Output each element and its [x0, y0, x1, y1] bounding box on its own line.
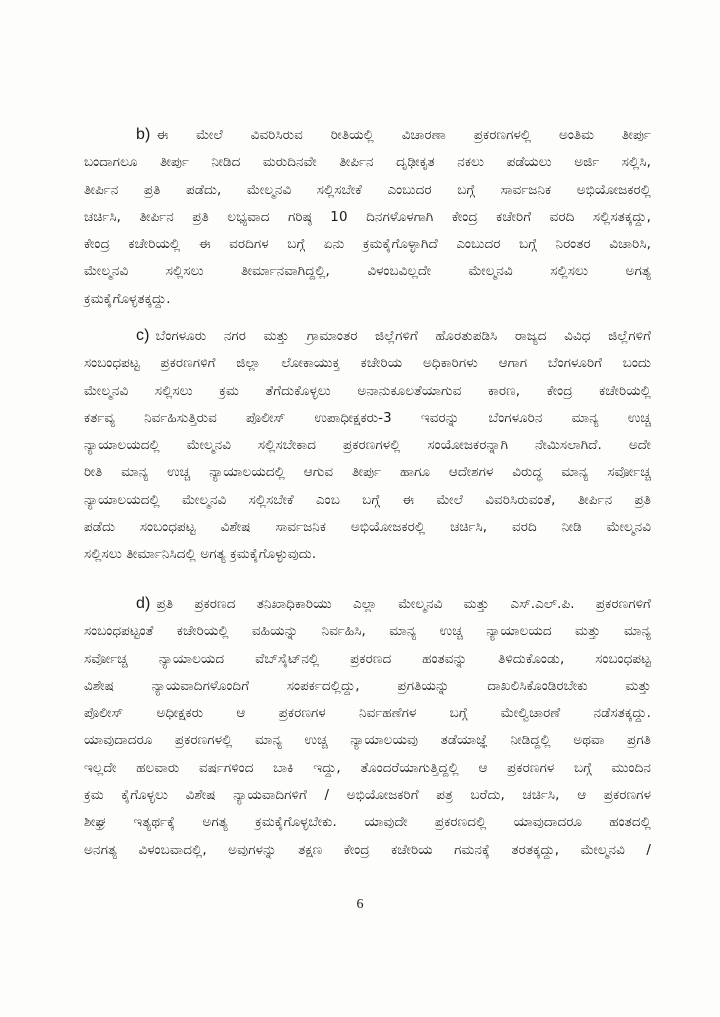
paragraph-marker: c) [136, 327, 150, 344]
page-number: 6 [356, 897, 364, 912]
paragraph-line: ಕ್ರಮಕೈಗೊಳ್ಳತಕ್ಕದ್ದು. [84, 291, 171, 307]
paragraph-line: ಬಂದಾಗಲೂ ತೀರ್ಪು ನೀಡಿದ ಮರುದಿನವೇ ತೀರ್ಪಿನ ದೃಢೀಕೃತ ನಕಲು ಪಡೆಯಲು ಅರ್ಜಿ ಸಲ್ಲಿಸಿ, [84, 155, 651, 171]
paragraph-line: ಕೇಂದ್ರ ಕಚೇರಿಯಲ್ಲಿ ಈ ವರದಿಗಳ ಬಗ್ಗೆ ಏನು ಕ್ರಮಕೈಗೊಳ್ಳಾಗಿದೆ ಎಂಬುದರ ಬಗ್ಗೆ ನಿರಂತರ ವಿಚಾರಿಸಿ, [84, 237, 651, 253]
paragraph-line-text: ಪ್ರತಿ ಪ್ರಕರಣದ ತನಿಖಾಧಿಕಾರಿಯು ಎಲ್ಲಾ ಮೇಲ್ಮನವಿ ಮತ್ತು ಎಸ್.ಎಲ್.ಪಿ. ಪ್ರಕರಣಗಳಿಗೆ [156, 597, 651, 612]
paragraph-line: ಇಲ್ಲದೇ ಹಲವಾರು ವರ್ಷಗಳಿಂದ ಬಾಕಿ ಇದ್ದು, ತೊಂದರೆಯಾಗುತ್ತಿದ್ದಲ್ಲಿ ಆ ಪ್ರಕರಣಗಳ ಬಗ್ಗೆ ಮುಂದಿನ [84, 760, 651, 776]
paragraph-line [84, 121, 651, 149]
paragraph-line: ಕರ್ತವ್ಯ ನಿರ್ವಹಿಸುತ್ತಿರುವ ಪೊಲೀಸ್ ಉಪಾಧೀಕ್ಷಕರು-3 ಇವರನ್ನು ಬೆಂಗಳೂರಿನ ಮಾನ್ಯ ಉಚ್ಚ [84, 410, 651, 426]
paragraph-line: ಕ್ರಮ ಕೈಗೊಳ್ಳಲು ವಿಶೇಷ ನ್ಯಾಯವಾದಿಗಳಿಗೆ / ಅಭಿಯೋಜಕರಿಗೆ ಪತ್ರ ಬರೆದು, ಚರ್ಚಿಸಿ, ಆ ಪ್ರಕರಣಗಳ [84, 788, 651, 804]
paragraph-line: ಪಡೆದು ಸಂಬಂಧಪಟ್ಟ ವಿಶೇಷ ಸಾರ್ವಜನಿಕ ಅಭಿಯೋಜಕರಲ್ಲಿ ಚರ್ಚಿಸಿ, ವರದಿ ನೀಡಿ ಮೇಲ್ಮನವಿ [84, 520, 651, 536]
paragraph-line: ಸಲ್ಲಿಸಲು ತೀರ್ಮಾನಿಸಿದಲ್ಲಿ ಅಗತ್ಯ ಕ್ರಮಕೈಗೊಳ್ಳುವುದು. [84, 547, 317, 563]
paragraph-line: ತೀರ್ಪಿನ ಪ್ರತಿ ಪಡೆದು, ಮೇಲ್ಮನವಿ ಸಲ್ಲಿಸಬೇಕೆ ಎಂಬುದರ ಬಗ್ಗೆ ಸಾರ್ವಜನಿಕ ಅಭಿಯೋಜಕರಲ್ಲಿ [84, 182, 651, 198]
paragraph-line: ಚರ್ಚಿಸಿ, ತೀರ್ಪಿನ ಪ್ರತಿ ಲಭ್ಯವಾದ ಗರಿಷ್ಠ 10 ದಿನಗಳೊಳಗಾಗಿ ಕೇಂದ್ರ ಕಚೇರಿಗೆ ವರದಿ ಸಲ್ಲಿಸತಕ್ಕದ್ದು, [84, 209, 651, 225]
paragraph-d [84, 590, 651, 864]
paragraph-line: ಮೇಲ್ಮನವಿ ಸಲ್ಲಿಸಲು ಕ್ರಮ ತೆಗೆದುಕೊಳ್ಳಲು ಅನಾನುಕೂಲತೆಯಾಗುವ ಕಾರಣ, ಕೇಂದ್ರ ಕಚೇರಿಯಲ್ಲಿ [84, 383, 651, 399]
paragraph-line: ಯಾವುದಾದರೂ ಪ್ರಕರಣಗಳಲ್ಲಿ ಮಾನ್ಯ ಉಚ್ಚ ನ್ಯಾಯಾಲಯವು ತಡೆಯಾಜ್ಞೆ ನೀಡಿದ್ದಲ್ಲಿ ಅಥವಾ ಪ್ರಗತಿ [84, 733, 651, 749]
paragraph-b [84, 121, 651, 313]
paragraph-line-text: ಈ ಮೇಲೆ ವಿವರಿಸಿರುವ ರೀತಿಯಲ್ಲಿ ವಿಚಾರಣಾ ಪ್ರಕರಣಗಳಲ್ಲಿ ಅಂತಿಮ ತೀರ್ಪು [156, 128, 651, 143]
paragraph-line: ನ್ಯಾಯಾಲಯದಲ್ಲಿ ಮೇಲ್ಮನವಿ ಸಲ್ಲಿಸಬೇಕೆ ಎಂಬ ಬಗ್ಗೆ ಈ ಮೇಲೆ ವಿವರಿಸಿರುವಂತೆ, ತೀರ್ಪಿನ ಪ್ರತಿ [84, 492, 651, 508]
paragraph-line-text: ಬೆಂಗಳೂರು ನಗರ ಮತ್ತು ಗ್ರಾಮಾಂತರ ಜಿಲ್ಲೆಗಳಿಗೆ ಹೊರತುಪಡಿಸಿ ರಾಜ್ಯದ ವಿವಿಧ ಜಿಲ್ಲೆಗಳಿಗೆ [155, 329, 651, 344]
paragraph-line: ನ್ಯಾಯಾಲಯದಲ್ಲಿ ಮೇಲ್ಮನವಿ ಸಲ್ಲಿಸಬೇಕಾದ ಪ್ರಕರಣಗಳಲ್ಲಿ ಸಂಯೋಜಕರನ್ನಾಗಿ ನೇಮಿಸಲಾಗಿದೆ. ಅದೇ [84, 438, 651, 454]
paragraph-line: ಅನಗತ್ಯ ವಿಳಂಬವಾದಲ್ಲಿ, ಅವುಗಳನ್ನು ತಕ್ಷಣ ಕೇಂದ್ರ ಕಚೇರಿಯ ಗಮನಕ್ಕೆ ತರತಕ್ಕದ್ದು, ಮೇಲ್ಮನವಿ / [84, 842, 651, 858]
paragraph-marker: d) [136, 595, 151, 612]
paragraph-line: ಮೇಲ್ಮನವಿ ಸಲ್ಲಿಸಲು ತೀರ್ಮಾನವಾಗಿದ್ದಲ್ಲಿ, ವಿಳಂಬವಿಲ್ಲದೇ ಮೇಲ್ಮನವಿ ಸಲ್ಲಿಸಲು ಅಗತ್ಯ [84, 264, 651, 280]
paragraph-line: ಸಂಬಂಧಪಟ್ಟಂತೆ ಕಚೇರಿಯಲ್ಲಿ ವಹಿಯನ್ನು ನಿರ್ವಹಿಸಿ, ಮಾನ್ಯ ಉಚ್ಚ ನ್ಯಾಯಾಲಯದ ಮತ್ತು ಮಾನ್ಯ [84, 624, 651, 640]
paragraph-c [84, 322, 651, 569]
paragraph-line [84, 590, 651, 618]
paragraph-line: ಪೊಲೀಸ್ ಅಧೀಕ್ಷಕರು ಆ ಪ್ರಕರಣಗಳ ನಿರ್ವಹಣೆಗಳ ಬಗ್ಗೆ ಮೇಲ್ವಿಚಾರಣೆ ನಡೆಸತಕ್ಕದ್ದು. [84, 706, 651, 722]
paragraph-marker: b) [136, 126, 151, 143]
paragraph-line [84, 322, 651, 350]
paragraph-line: ರೀತಿ ಮಾನ್ಯ ಉಚ್ಚ ನ್ಯಾಯಾಲಯದಲ್ಲಿ ಆಗುವ ತೀರ್ಪು ಹಾಗೂ ಆದೇಶಗಳ ವಿರುದ್ಧ ಮಾನ್ಯ ಸರ್ವೋಚ್ಚ [84, 465, 651, 481]
paragraph-line: ವಿಶೇಷ ನ್ಯಾಯವಾದಿಗಳೊಂದಿಗೆ ಸಂಪರ್ಕದಲ್ಲಿದ್ದು, ಪ್ರಗತಿಯನ್ನು ದಾಖಲಿಸಿಕೊಂಡಿರಬೇಕು ಮತ್ತು [84, 678, 651, 694]
paragraph-line: ಶೀಘ್ರ ಇತ್ಯರ್ಥಕ್ಕೆ ಅಗತ್ಯ ಕ್ರಮಕೈಗೊಳ್ಳಬೇಕು. ಯಾವುದೇ ಪ್ರಕರಣದಲ್ಲಿ ಯಾವುದಾದರೂ ಹಂತದಲ್ಲಿ [84, 815, 651, 831]
paragraph-line: ಸಂಬಂಧಪಟ್ಟ ಪ್ರಕರಣಗಳಿಗೆ ಜಿಲ್ಲಾ ಲೋಕಾಯುಕ್ತ ಕಚೇರಿಯ ಅಧಿಕಾರಿಗಳು ಆಗಾಗ ಬೆಂಗಳೂರಿಗೆ ಬಂದು [84, 356, 651, 372]
paragraph-line: ಸರ್ವೋಚ್ಚ ನ್ಯಾಯಾಲಯದ ವೆಬ್‌ಸೈಟ್‌ನಲ್ಲಿ ಪ್ರಕರಣದ ಹಂತವನ್ನು ತಿಳಿದುಕೊಂಡು, ಸಂಬಂಧಪಟ್ಟ [84, 651, 651, 667]
